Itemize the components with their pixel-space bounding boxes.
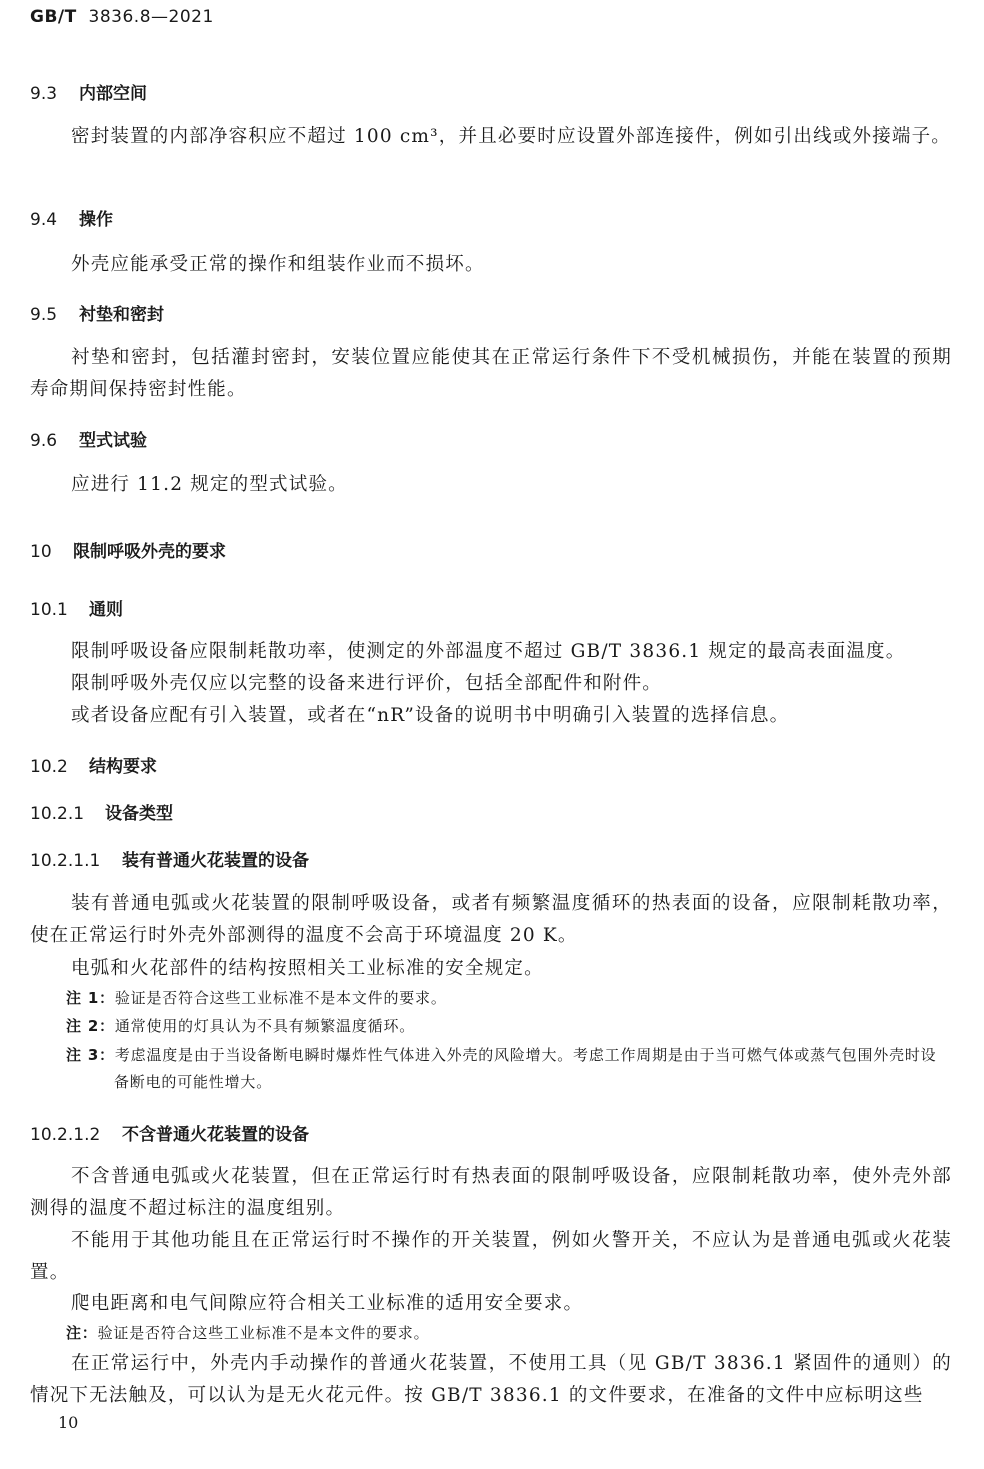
- paragraph: 限制呼吸外壳仅应以完整的设备来进行评价，包括全部配件和附件。: [71, 673, 663, 694]
- section-heading: 10.2 结构要求: [30, 757, 157, 777]
- paragraph: 在正常运行中，外壳内手动操作的普通火花装置，不使用工具（见 GB/T 3836.1 紧固件的通则）的情况下无法触及，可以认为是无火花元件。按 GB/T 3836.1 的文件要求，在准备的文件中应标明这些: [30, 1353, 952, 1406]
- note: 注 3：考虑温度是由于当设备断电瞬时爆炸性气体进入外壳的风险增大。考虑工作周期是由于当可燃气体或蒸气包围外壳时设备断电的可能性增大。: [66, 1046, 937, 1091]
- standard-code: GB/T: [30, 7, 77, 27]
- standard-number: 3836.8—2021: [88, 7, 214, 27]
- paragraph: 不含普通电弧或火花装置，但在正常运行时有热表面的限制呼吸设备，应限制耗散功率，使外壳外部测得的温度不超过标注的温度组别。: [30, 1166, 952, 1219]
- section-heading: 9.4 操作: [30, 210, 113, 230]
- paragraph: 装有普通电弧或火花装置的限制呼吸设备，或者有频繁温度循环的热表面的设备，应限制耗散功率，使在正常运行时外壳外部测得的温度不会高于环境温度 20 K。: [30, 893, 952, 946]
- section-heading: 10.2.1.1 装有普通火花装置的设备: [30, 851, 309, 871]
- paragraph: 爬电距离和电气间隙应符合相关工业标准的适用安全要求。: [71, 1293, 584, 1314]
- section-heading: 9.3 内部空间: [30, 84, 147, 104]
- note: 注：验证是否符合这些工业标准不是本文件的要求。: [66, 1324, 430, 1342]
- paragraph: 不能用于其他功能且在正常运行时不操作的开关装置，例如火警开关，不应认为是普通电弧或火花装置。: [30, 1230, 952, 1283]
- page-header: [30, 7, 214, 27]
- paragraph: 电弧和火花部件的结构按照相关工业标准的安全规定。: [71, 958, 544, 979]
- section-heading: 9.6 型式试验: [30, 431, 147, 451]
- section-heading: 9.5 衬垫和密封: [30, 305, 164, 325]
- section-heading: 10.2.1.2 不含普通火花装置的设备: [30, 1125, 309, 1145]
- section-heading: 10 限制呼吸外壳的要求: [30, 542, 226, 562]
- page-number: 10: [58, 1413, 79, 1432]
- paragraph: 限制呼吸设备应限制耗散功率，使测定的外部温度不超过 GB/T 3836.1 规定的最高表面温度。: [71, 641, 906, 662]
- note: 注 2：通常使用的灯具认为不具有频繁温度循环。: [66, 1017, 416, 1035]
- section-heading: 10.2.1 设备类型: [30, 804, 173, 824]
- paragraph: 或者设备应配有引入装置，或者在“nR”设备的说明书中明确引入装置的选择信息。: [71, 705, 790, 726]
- section-heading: 10.1 通则: [30, 600, 123, 620]
- paragraph: 密封装置的内部净容积应不超过 100 cm³，并且必要时应设置外部连接件，例如引出线或外接端子。: [71, 126, 951, 147]
- note: 注 1：验证是否符合这些工业标准不是本文件的要求。: [66, 989, 447, 1007]
- paragraph: 外壳应能承受正常的操作和组装作业而不损坏。: [71, 254, 485, 275]
- paragraph: 应进行 11.2 规定的型式试验。: [71, 474, 348, 495]
- paragraph: 衬垫和密封，包括灌封密封，安装位置应能使其在正常运行条件下不受机械损伤，并能在装置的预期寿命期间保持密封性能。: [30, 347, 952, 400]
